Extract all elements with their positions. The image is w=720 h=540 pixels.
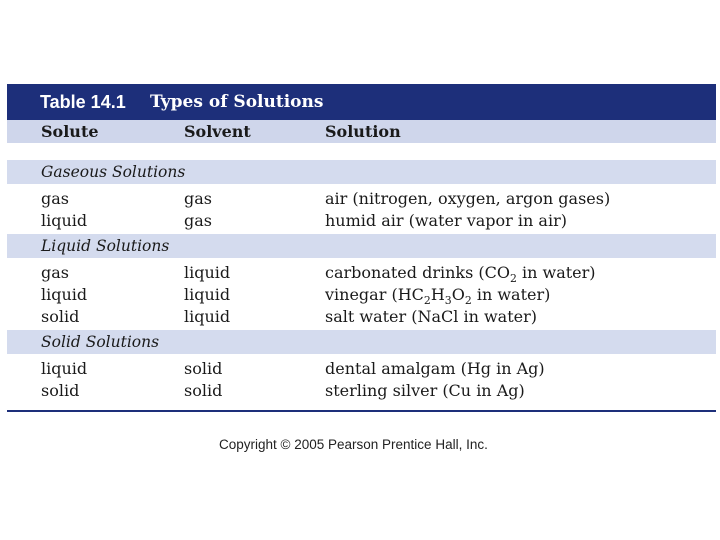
column-header-solute: Solute <box>41 122 99 141</box>
section-rows <box>7 184 716 234</box>
bottom-rule <box>7 410 716 412</box>
table-row <box>7 261 716 283</box>
cell-solution: salt water (NaCl in water) <box>325 306 538 326</box>
cell-solvent: gas <box>184 188 212 208</box>
cell-solution: sterling silver (Cu in Ag) <box>325 380 525 400</box>
cell-solute: gas <box>41 262 69 282</box>
solutions-table <box>7 84 716 412</box>
section-heading <box>7 160 716 184</box>
table-body <box>7 160 716 404</box>
cell-solute: solid <box>41 380 80 400</box>
cell-solution: humid air (water vapor in air) <box>325 210 567 230</box>
section-rows <box>7 354 716 404</box>
cell-solvent: solid <box>184 380 223 400</box>
table-row <box>7 187 716 209</box>
column-header-solvent: Solvent <box>184 122 251 141</box>
section-heading-label: Solid Solutions <box>41 333 160 351</box>
column-header-solution: Solution <box>325 122 401 141</box>
cell-solvent: liquid <box>184 306 231 326</box>
table-row <box>7 379 716 401</box>
copyright-notice: Copyright © 2005 Pearson Prentice Hall, Inc. <box>219 437 488 452</box>
cell-solvent: liquid <box>184 262 231 282</box>
cell-solute: gas <box>41 188 69 208</box>
cell-solution: dental amalgam (Hg in Ag) <box>325 358 545 378</box>
header-spacer <box>7 143 716 160</box>
cell-solution: vinegar ($HC_2H_3O_2$ in water) <box>325 284 551 307</box>
cell-solute: liquid <box>41 358 88 378</box>
cell-solute: liquid <box>41 284 88 304</box>
table-number: Table 14.1 <box>40 91 126 112</box>
table-title: Types of Solutions <box>150 92 324 112</box>
section-heading <box>7 234 716 258</box>
table-title-bar <box>7 84 716 120</box>
cell-solvent: gas <box>184 210 212 230</box>
table-row <box>7 283 716 305</box>
cell-solute: liquid <box>41 210 88 230</box>
section-rows <box>7 258 716 330</box>
section-heading <box>7 330 716 354</box>
table-row <box>7 305 716 327</box>
cell-solvent: liquid <box>184 284 231 304</box>
cell-solvent: solid <box>184 358 223 378</box>
cell-solute: solid <box>41 306 80 326</box>
section-heading-label: Liquid Solutions <box>41 237 170 255</box>
table-row <box>7 209 716 231</box>
cell-solution: carbonated drinks ($CO_2$ in water) <box>325 262 596 285</box>
cell-solution: air (nitrogen, oxygen, argon gases) <box>325 188 611 208</box>
column-header-row <box>7 120 716 143</box>
table-row <box>7 357 716 379</box>
section-heading-label: Gaseous Solutions <box>41 163 186 181</box>
